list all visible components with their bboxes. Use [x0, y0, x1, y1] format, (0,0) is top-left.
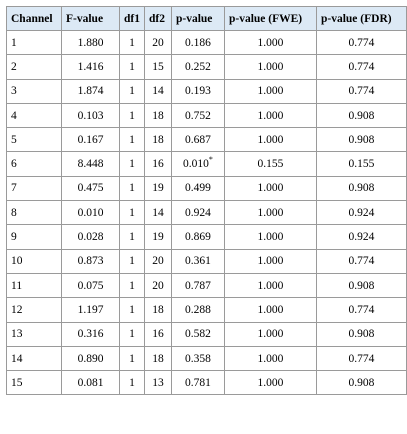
cell-p-value [171, 55, 224, 79]
cell-p-value-fwe-text: 1.000 [257, 206, 284, 219]
cell-df1 [120, 79, 145, 103]
cell-p-value-fwe [224, 79, 316, 103]
cell-f-value-text: 1.197 [77, 303, 104, 316]
cell-p-value-fwe [224, 225, 316, 249]
cell-p-value [171, 152, 224, 176]
cell-f-value [62, 128, 120, 152]
cell-f-value-text: 0.890 [77, 352, 104, 365]
cell-p-value-fwe-text: 1.000 [257, 376, 284, 389]
cell-p-value-text: 0.582 [185, 328, 211, 341]
cell-p-value [171, 225, 224, 249]
table-row [7, 201, 407, 225]
cell-p-value [171, 346, 224, 370]
cell-channel [7, 298, 62, 322]
cell-df2 [144, 322, 171, 346]
cell-p-value-fdr-text: 0.774 [348, 85, 375, 98]
cell-p-value-fdr [316, 225, 406, 249]
cell-df1 [120, 249, 145, 273]
cell-p-value-fdr [316, 298, 406, 322]
cell-p-value-fwe [224, 249, 316, 273]
cell-p-value-fdr [316, 152, 406, 176]
cell-df1 [120, 176, 145, 200]
cell-f-value [62, 298, 120, 322]
cell-df2 [144, 31, 171, 55]
significance-marker: * [208, 155, 213, 165]
cell-df1-text: 1 [129, 85, 135, 98]
cell-f-value [62, 371, 120, 395]
cell-df2 [144, 225, 171, 249]
cell-f-value-text: 8.448 [77, 158, 104, 171]
cell-p-value-fdr [316, 201, 406, 225]
cell-df1-text: 1 [129, 279, 135, 292]
cell-df2-text: 16 [152, 158, 164, 171]
cell-p-value-fwe-text: 1.000 [257, 255, 284, 268]
cell-p-value-text: 0.787 [185, 279, 211, 292]
cell-p-value-fdr [316, 371, 406, 395]
cell-f-value [62, 322, 120, 346]
cell-df2-text: 19 [152, 182, 164, 195]
cell-p-value-fwe-text: 1.000 [257, 352, 284, 365]
cell-df2-text: 20 [152, 255, 164, 268]
table-row [7, 249, 407, 273]
table-row [7, 128, 407, 152]
cell-channel-text: 7 [11, 182, 17, 195]
cell-p-value-fwe-text: 1.000 [257, 36, 284, 49]
cell-df2 [144, 176, 171, 200]
cell-df1-text: 1 [129, 231, 135, 244]
cell-p-value-text: 0.186 [185, 36, 211, 49]
cell-df2-text: 13 [152, 376, 164, 389]
cell-p-value [171, 176, 224, 200]
cell-df1 [120, 225, 145, 249]
cell-channel [7, 346, 62, 370]
cell-f-value-text: 1.880 [77, 36, 104, 49]
cell-p-value [171, 128, 224, 152]
cell-df1 [120, 152, 145, 176]
cell-df2-text: 15 [152, 60, 164, 73]
cell-p-value-fwe [224, 298, 316, 322]
cell-df1 [120, 31, 145, 55]
cell-channel [7, 249, 62, 273]
cell-p-value-fwe-text: 1.000 [257, 328, 284, 341]
cell-df2-text: 20 [152, 36, 164, 49]
cell-p-value-fwe [224, 201, 316, 225]
cell-p-value [171, 298, 224, 322]
cell-p-value-text: 0.010 [183, 158, 209, 171]
cell-df1 [120, 201, 145, 225]
cell-p-value-fdr [316, 128, 406, 152]
cell-p-value [171, 273, 224, 297]
cell-f-value [62, 346, 120, 370]
header-channel: Channel [7, 7, 62, 31]
table-row [7, 31, 407, 55]
cell-df2 [144, 201, 171, 225]
cell-channel-text: 6 [11, 158, 17, 171]
cell-f-value-text: 0.075 [77, 279, 104, 292]
header-df1: df1 [120, 7, 145, 31]
cell-df1 [120, 298, 145, 322]
cell-p-value-fdr [316, 176, 406, 200]
cell-f-value-text: 0.873 [77, 255, 104, 268]
header-df2: df2 [144, 7, 171, 31]
cell-p-value-fwe-text: 1.000 [257, 231, 284, 244]
cell-df1-text: 1 [129, 328, 135, 341]
cell-df1-text: 1 [129, 133, 135, 146]
table-row [7, 55, 407, 79]
cell-df2 [144, 79, 171, 103]
cell-df2 [144, 273, 171, 297]
cell-channel [7, 152, 62, 176]
cell-p-value-fwe [224, 346, 316, 370]
cell-f-value-text: 0.028 [77, 231, 104, 244]
header-p-value: p-value [171, 7, 224, 31]
cell-channel [7, 371, 62, 395]
cell-df1 [120, 103, 145, 127]
cell-df2-text: 14 [152, 206, 164, 219]
cell-p-value-fwe [224, 31, 316, 55]
cell-channel [7, 201, 62, 225]
cell-df1-text: 1 [129, 36, 135, 49]
table-row [7, 371, 407, 395]
cell-channel-text: 15 [11, 376, 23, 389]
cell-p-value-fdr [316, 273, 406, 297]
cell-channel [7, 273, 62, 297]
cell-p-value-text: 0.781 [185, 376, 211, 389]
results-table [6, 6, 407, 395]
cell-channel [7, 55, 62, 79]
cell-p-value-fwe [224, 55, 316, 79]
cell-channel-text: 9 [11, 231, 17, 244]
cell-df2-text: 18 [152, 133, 164, 146]
cell-df2 [144, 346, 171, 370]
cell-channel-text: 3 [11, 85, 17, 98]
cell-channel-text: 14 [11, 352, 23, 365]
cell-channel-text: 5 [11, 133, 17, 146]
cell-df2 [144, 103, 171, 127]
cell-p-value-fdr [316, 31, 406, 55]
cell-p-value-fdr-text: 0.908 [348, 376, 375, 389]
header-p-value-fdr: p-value (FDR) [316, 7, 406, 31]
cell-channel [7, 79, 62, 103]
cell-p-value-fwe-text: 0.155 [257, 158, 284, 171]
table-row [7, 273, 407, 297]
table-row [7, 152, 407, 176]
cell-p-value-fdr [316, 249, 406, 273]
cell-p-value-fwe [224, 128, 316, 152]
cell-f-value [62, 55, 120, 79]
cell-f-value [62, 249, 120, 273]
cell-p-value-fwe-text: 1.000 [257, 303, 284, 316]
cell-p-value-fdr-text: 0.908 [348, 279, 375, 292]
table-row [7, 322, 407, 346]
cell-df1 [120, 346, 145, 370]
cell-p-value-fwe-text: 1.000 [257, 109, 284, 122]
cell-p-value-fdr-text: 0.908 [348, 182, 375, 195]
cell-channel-text: 1 [11, 36, 17, 49]
cell-f-value [62, 152, 120, 176]
cell-df1-text: 1 [129, 206, 135, 219]
cell-channel-text: 4 [11, 109, 17, 122]
cell-df1-text: 1 [129, 303, 135, 316]
cell-f-value [62, 31, 120, 55]
cell-channel [7, 103, 62, 127]
table-row [7, 103, 407, 127]
cell-df1-text: 1 [129, 255, 135, 268]
cell-p-value-fdr-text: 0.924 [348, 206, 375, 219]
cell-df1-text: 1 [129, 109, 135, 122]
header-row [7, 7, 407, 31]
table-row [7, 176, 407, 200]
cell-p-value-text: 0.361 [185, 255, 211, 268]
cell-p-value-text: 0.358 [185, 352, 211, 365]
cell-df2-text: 18 [152, 303, 164, 316]
cell-p-value-text: 0.752 [185, 109, 211, 122]
cell-p-value-text: 0.193 [185, 85, 211, 98]
cell-p-value-fwe [224, 273, 316, 297]
cell-f-value-text: 0.316 [77, 328, 104, 341]
cell-channel-text: 2 [11, 60, 17, 73]
cell-p-value-fwe-text: 1.000 [257, 133, 284, 146]
cell-df1 [120, 128, 145, 152]
cell-channel [7, 31, 62, 55]
cell-p-value [171, 249, 224, 273]
cell-df1-text: 1 [129, 158, 135, 171]
cell-f-value-text: 0.081 [77, 376, 104, 389]
cell-p-value-fdr-text: 0.774 [348, 303, 375, 316]
cell-df2 [144, 298, 171, 322]
cell-p-value-text: 0.252 [185, 60, 211, 73]
cell-p-value-fwe-text: 1.000 [257, 279, 284, 292]
cell-channel-text: 8 [11, 206, 17, 219]
cell-p-value-fdr-text: 0.774 [348, 60, 375, 73]
table-row [7, 298, 407, 322]
cell-df2 [144, 249, 171, 273]
cell-f-value [62, 273, 120, 297]
cell-p-value-fwe-text: 1.000 [257, 85, 284, 98]
table-body [7, 31, 407, 395]
cell-df1 [120, 273, 145, 297]
cell-p-value-fdr [316, 79, 406, 103]
cell-df2-text: 20 [152, 279, 164, 292]
cell-p-value-fdr-text: 0.774 [348, 352, 375, 365]
table-row [7, 225, 407, 249]
cell-p-value [171, 371, 224, 395]
cell-df1 [120, 322, 145, 346]
header-p-value-fwe: p-value (FWE) [224, 7, 316, 31]
cell-p-value-text: 0.869 [185, 231, 211, 244]
cell-f-value-text: 1.874 [77, 85, 104, 98]
cell-p-value-fdr-text: 0.774 [348, 255, 375, 268]
cell-df1-text: 1 [129, 182, 135, 195]
cell-p-value-fdr [316, 346, 406, 370]
cell-df2 [144, 371, 171, 395]
cell-df1-text: 1 [129, 376, 135, 389]
cell-channel-text: 10 [11, 255, 23, 268]
cell-channel [7, 176, 62, 200]
cell-f-value [62, 225, 120, 249]
cell-df2-text: 18 [152, 109, 164, 122]
cell-df2 [144, 55, 171, 79]
cell-f-value [62, 79, 120, 103]
cell-p-value-fdr-text: 0.908 [348, 133, 375, 146]
cell-p-value-fwe [224, 322, 316, 346]
cell-df1-text: 1 [129, 352, 135, 365]
cell-df1-text: 1 [129, 60, 135, 73]
cell-f-value [62, 176, 120, 200]
cell-f-value-text: 0.103 [77, 109, 104, 122]
cell-p-value-fwe [224, 176, 316, 200]
cell-channel [7, 128, 62, 152]
cell-p-value [171, 31, 224, 55]
cell-p-value [171, 79, 224, 103]
cell-channel-text: 13 [11, 328, 23, 341]
cell-p-value-fwe-text: 1.000 [257, 60, 284, 73]
cell-df2 [144, 128, 171, 152]
cell-p-value-fwe-text: 1.000 [257, 182, 284, 195]
cell-p-value-fdr-text: 0.155 [348, 158, 375, 171]
cell-channel [7, 225, 62, 249]
cell-channel-text: 12 [11, 303, 23, 316]
header-f-value: F-value [62, 7, 120, 31]
cell-channel-text: 11 [11, 279, 23, 292]
cell-df2-text: 14 [152, 85, 164, 98]
cell-f-value-text: 0.475 [77, 182, 104, 195]
cell-p-value-fdr [316, 55, 406, 79]
cell-p-value-fwe [224, 103, 316, 127]
table-row [7, 79, 407, 103]
cell-p-value-text: 0.288 [185, 303, 211, 316]
cell-df2-text: 16 [152, 328, 164, 341]
cell-p-value-fwe [224, 152, 316, 176]
cell-f-value-text: 0.167 [77, 133, 104, 146]
cell-p-value [171, 322, 224, 346]
cell-p-value-text: 0.499 [185, 182, 211, 195]
cell-df2-text: 18 [152, 352, 164, 365]
cell-f-value-text: 1.416 [77, 60, 104, 73]
cell-f-value [62, 201, 120, 225]
cell-p-value [171, 201, 224, 225]
cell-channel [7, 322, 62, 346]
cell-p-value-fdr-text: 0.774 [348, 36, 375, 49]
table-row [7, 346, 407, 370]
cell-p-value-fdr-text: 0.908 [348, 109, 375, 122]
cell-p-value-fdr [316, 103, 406, 127]
cell-f-value-text: 0.010 [77, 206, 104, 219]
cell-p-value-fdr-text: 0.908 [348, 328, 375, 341]
cell-f-value [62, 103, 120, 127]
cell-df1 [120, 55, 145, 79]
cell-p-value-fdr [316, 322, 406, 346]
cell-p-value-text: 0.924 [185, 206, 211, 219]
cell-p-value-text: 0.687 [185, 133, 211, 146]
cell-p-value-fwe [224, 371, 316, 395]
cell-df2-text: 19 [152, 231, 164, 244]
cell-p-value [171, 103, 224, 127]
cell-p-value-fdr-text: 0.924 [348, 231, 375, 244]
cell-df2 [144, 152, 171, 176]
cell-df1 [120, 371, 145, 395]
